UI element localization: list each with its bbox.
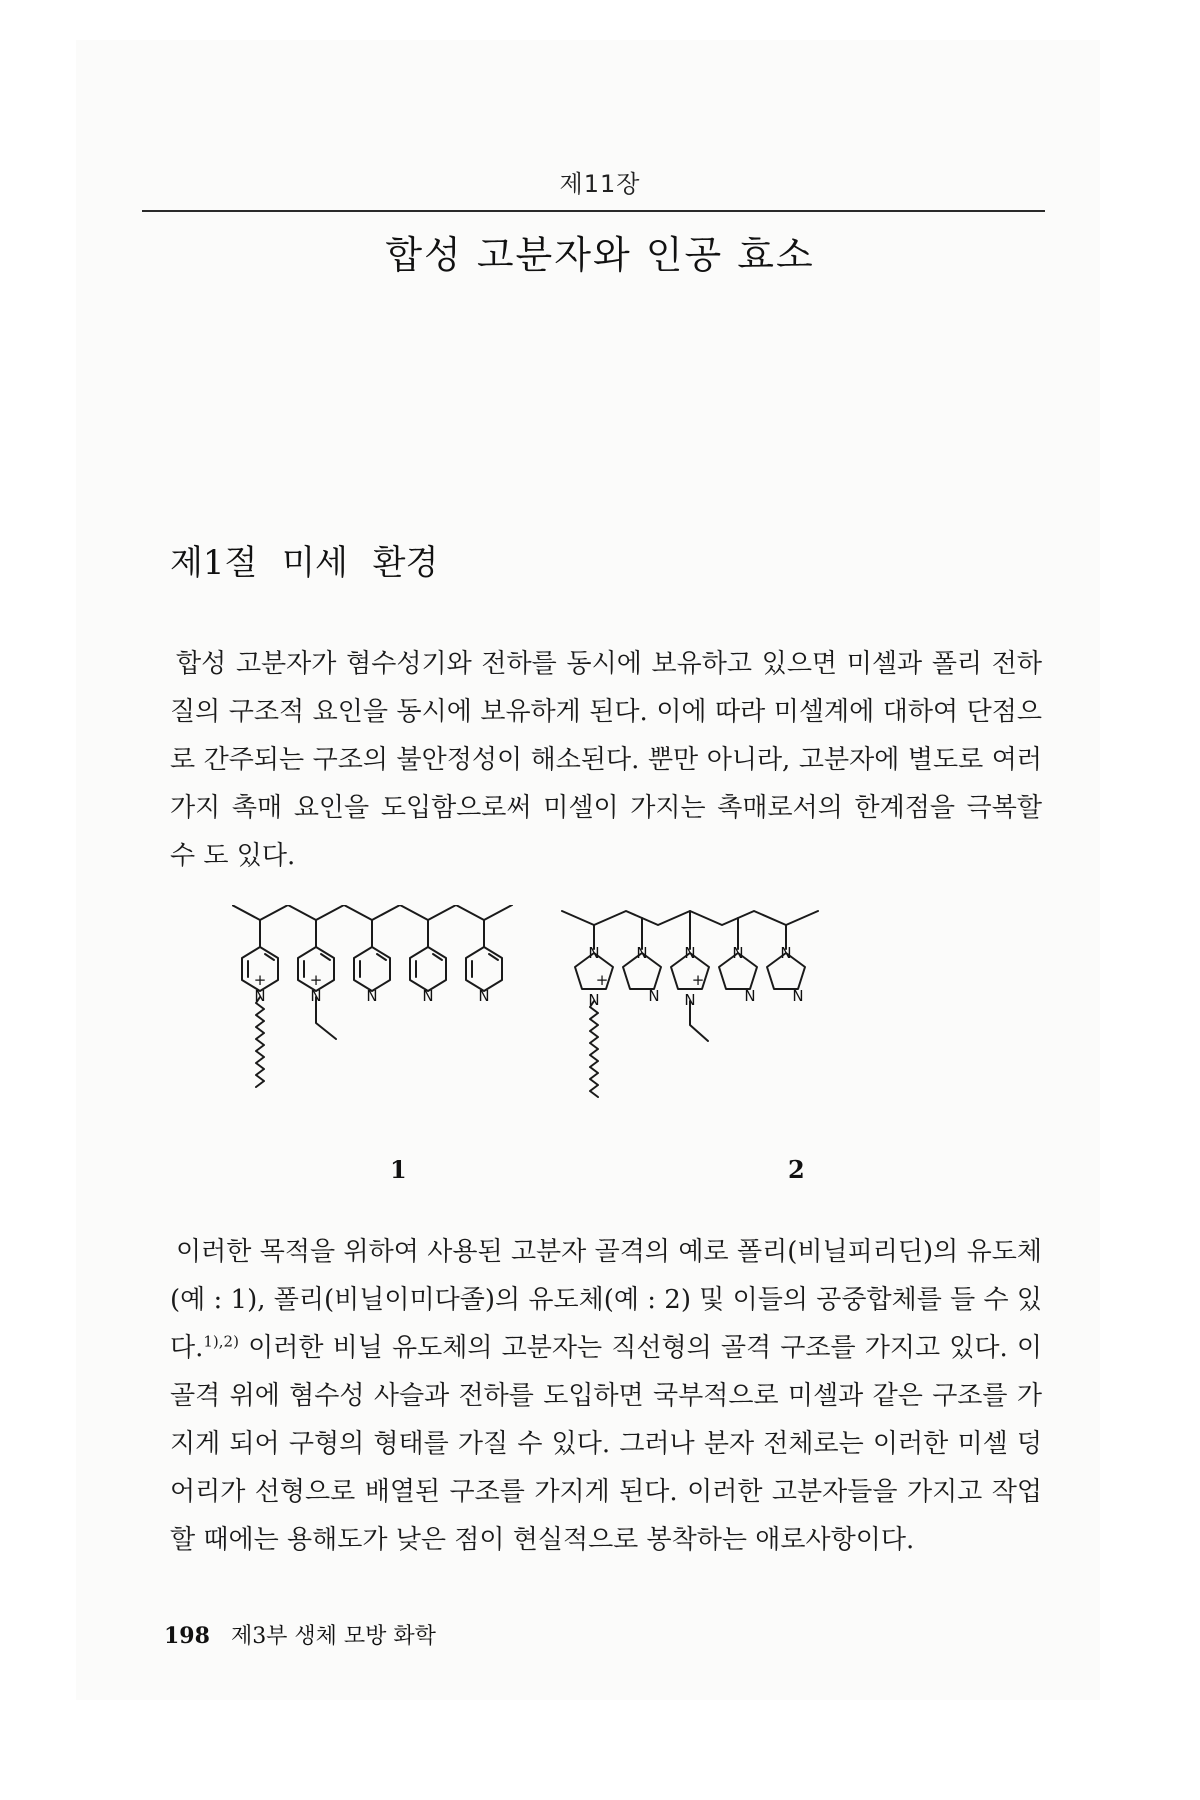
positive-charge: + bbox=[253, 971, 267, 989]
nitrogen-atom: N bbox=[254, 987, 266, 1005]
nitrogen-atom: N bbox=[478, 987, 490, 1005]
nitrogen-atom: N bbox=[684, 944, 696, 962]
chapter-divider bbox=[142, 210, 1045, 212]
page-number: 198 bbox=[164, 1623, 210, 1649]
chapter-title: 합성 고분자와 인공 효소 bbox=[385, 233, 815, 277]
paragraph-2-text-b: 이러한 비닐 유도체의 고분자는 직선형의 골격 구조를 가지고 있다. 이 골격 위에 혐수성 사슬과 전하를 도입하면 국부적으로 미셀과 같은 구조를 가지게 되어 구형의 형태를 가질 수 있다. 그러나 분자 전체로는 이러한 미셀 덩어리가 선형으로 배열된 구조를 가지게 된다. 이러한 고분자들을 가지고 작업할 때에는 용해도가 낮은 점이 현실적으로 봉착하는 애로사항이다. bbox=[170, 1333, 1042, 1555]
polymer-structures-figure bbox=[232, 905, 1048, 1223]
hydrophobic-chain bbox=[256, 997, 264, 1087]
nitrogen-atom: N bbox=[366, 987, 378, 1005]
nitrogen-atom: N bbox=[636, 944, 648, 962]
nitrogen-atom: N bbox=[780, 944, 792, 962]
nitrogen-atom: N bbox=[792, 987, 804, 1005]
nitrogen-atom: N bbox=[588, 991, 600, 1009]
section-heading: 제1절 미세 환경 bbox=[170, 543, 439, 583]
nitrogen-atom: N bbox=[648, 987, 660, 1005]
positive-charge: + bbox=[309, 971, 323, 989]
nitrogen-atom: N bbox=[588, 944, 600, 962]
nitrogen-atom: N bbox=[422, 987, 434, 1005]
nitrogen-atom: N bbox=[684, 991, 696, 1009]
hydrophobic-chain bbox=[590, 1001, 598, 1097]
part-title: 제3부 생체 모방 화학 bbox=[230, 1624, 436, 1649]
paragraph-2 bbox=[170, 1228, 1042, 1564]
chapter-label: 제11장 bbox=[559, 170, 641, 198]
backbone-1 bbox=[232, 905, 512, 920]
nitrogen-atom: N bbox=[744, 987, 756, 1005]
positive-charge: + bbox=[595, 971, 609, 989]
nitrogen-atom: N bbox=[732, 944, 744, 962]
page-footer bbox=[164, 1619, 436, 1650]
nitrogen-atom: N bbox=[310, 987, 322, 1005]
paragraph-2-text-a: 이러한 목적을 위하여 사용된 고분자 골격의 예로 폴리(비닐피리딘)의 유도체(예 : 1), 폴리(비닐이미다졸)의 유도체(예 : 2) 및 이들의 공중합체를 들 수 있다. bbox=[170, 1237, 1042, 1363]
structure-label-1: 1 bbox=[390, 1155, 407, 1184]
positive-charge: + bbox=[691, 971, 705, 989]
structure-label-2: 2 bbox=[788, 1155, 805, 1184]
reference-superscript[interactable]: 1),2) bbox=[203, 1332, 239, 1351]
paragraph-1: 합성 고분자가 혐수성기와 전하를 동시에 보유하고 있으면 미셀과 폴리 전하질의 구조적 요인을 동시에 보유하게 된다. 이에 따라 미셀계에 대하여 단점으로 간주되는 구조의 불안정성이 해소된다. 뿐만 아니라, 고분자에 별도로 여러 가지 촉매 요인을 도입함으로써 미셀이 가지는 촉매로서의 한계점을 극복할 수 도 있다. bbox=[170, 649, 1042, 871]
